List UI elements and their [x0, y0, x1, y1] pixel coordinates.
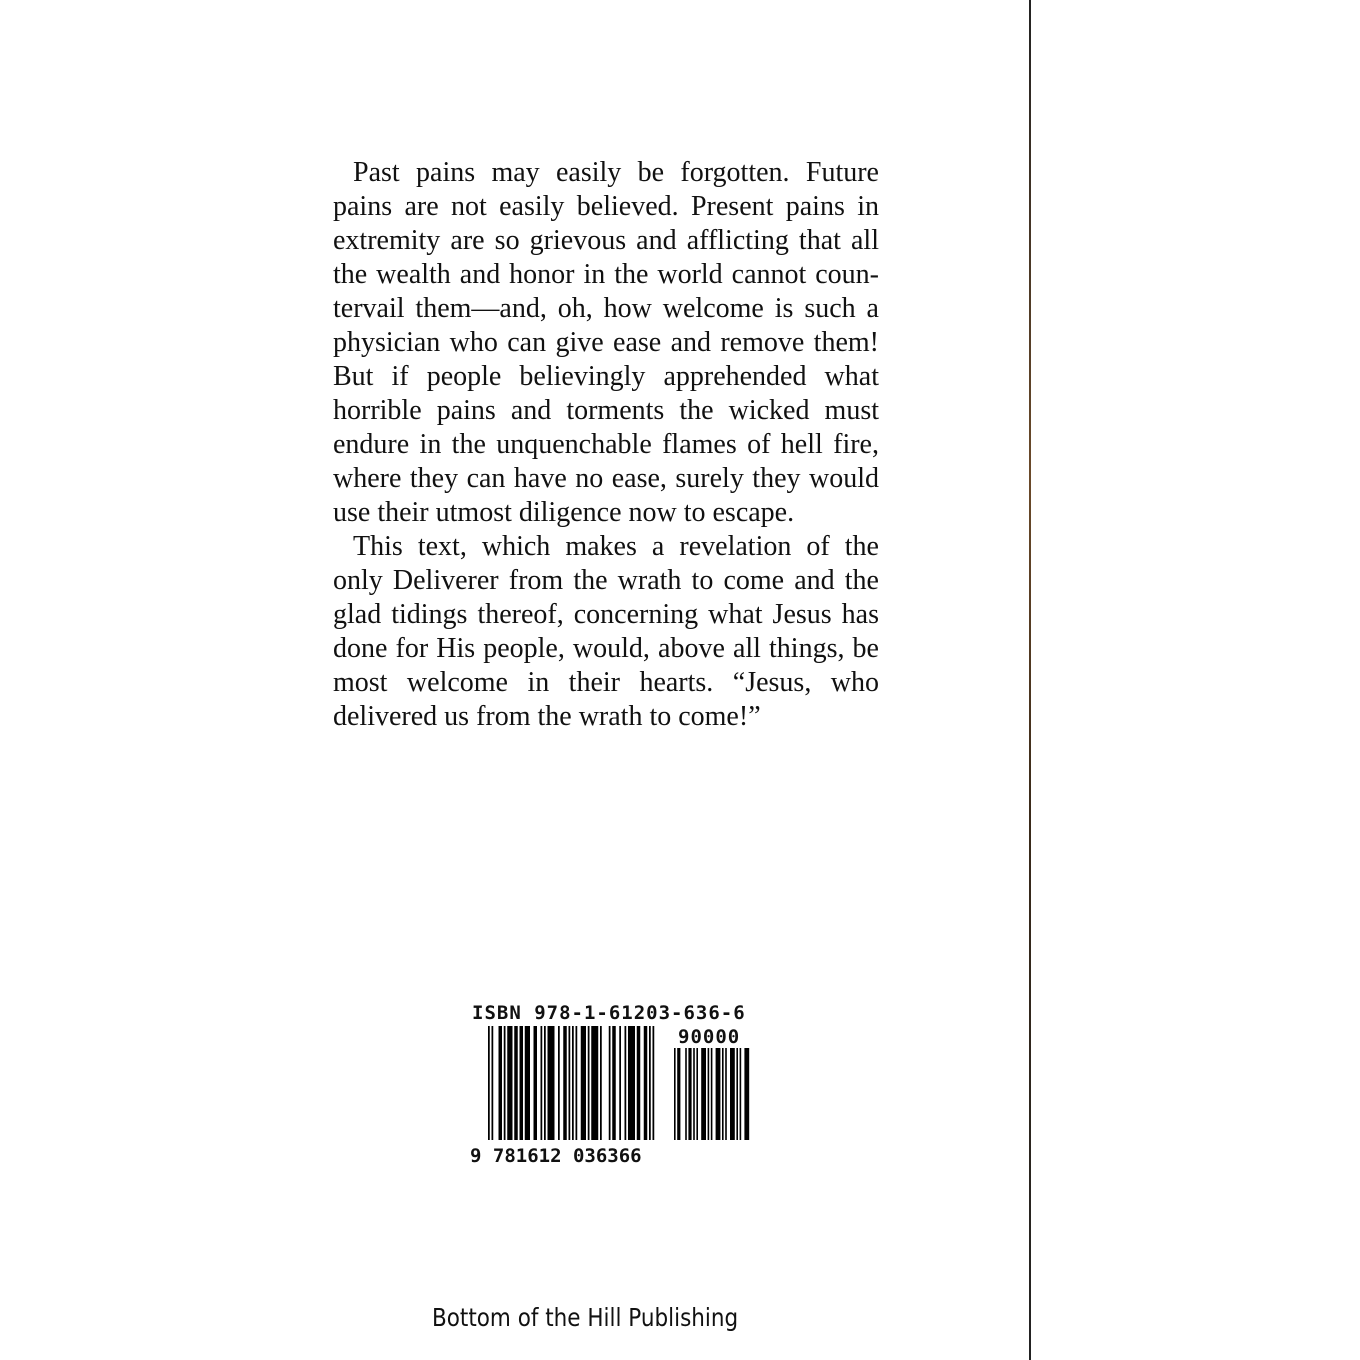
- barcode-stripe: [525, 1026, 530, 1140]
- barcode-stripe: [628, 1026, 635, 1140]
- barcode-stripe: [740, 1048, 742, 1140]
- blurb-paragraph-2: This text, which makes a revelation of the only Deliverer from the wrath to come and the glad tidings thereof, concerning what Jesus has done for His people, would, above all things, be most welcome in their hearts. “Jesus, who delivered us from the wrath to come!”: [333, 531, 879, 732]
- barcode-stripe: [507, 1026, 512, 1140]
- blurb-text: [333, 156, 879, 734]
- barcode-stripe: [649, 1026, 651, 1140]
- barcode-stripe: [625, 1026, 627, 1140]
- barcode-stripe: [708, 1048, 710, 1140]
- barcode-stripe: [572, 1026, 574, 1140]
- barcode-stripe: [677, 1048, 680, 1140]
- barcode-stripe: [619, 1026, 621, 1140]
- barcode-stripe: [609, 1026, 611, 1140]
- barcode-stripe: [612, 1026, 616, 1140]
- barcode-stripe: [569, 1026, 571, 1140]
- barcode-stripe: [644, 1026, 648, 1140]
- barcode-stripe: [534, 1026, 538, 1140]
- barcode-stripe: [600, 1026, 602, 1140]
- barcode-stripe: [581, 1026, 586, 1140]
- publisher-name: Bottom of the Hill Publishing: [432, 1303, 739, 1332]
- barcode-stripe: [744, 1048, 749, 1140]
- barcode-stripe: [653, 1026, 655, 1140]
- barcode-stripe: [492, 1026, 494, 1140]
- isbn-barcode: [470, 1002, 770, 1172]
- barcode-stripe: [736, 1048, 738, 1140]
- barcode-stripe: [688, 1048, 691, 1140]
- barcode-stripe: [685, 1048, 687, 1140]
- barcode-stripe: [504, 1026, 506, 1140]
- barcode-stripe: [588, 1026, 590, 1140]
- barcode-stripe: [520, 1026, 524, 1140]
- barcode-stripe: [541, 1026, 543, 1140]
- barcode-stripe: [725, 1048, 727, 1140]
- barcode-stripe: [548, 1026, 555, 1140]
- barcode-stripe: [544, 1026, 546, 1140]
- barcode-stripe: [674, 1048, 676, 1140]
- ean-digits: 9 781612 036366: [470, 1145, 642, 1167]
- barcode-stripe: [514, 1026, 518, 1140]
- barcode-stripe: [722, 1048, 724, 1140]
- barcode-stripe: [576, 1026, 578, 1140]
- barcode-stripe: [488, 1026, 490, 1140]
- right-margin: [1031, 0, 1360, 1360]
- barcode-stripe: [637, 1026, 641, 1140]
- isbn-label: ISBN 978-1-61203-636-6: [472, 1002, 746, 1024]
- barcode-stripe: [499, 1026, 503, 1140]
- barcode-addon-digits: 90000: [678, 1026, 741, 1048]
- barcode-stripe: [711, 1048, 713, 1140]
- barcode-stripe: [716, 1048, 721, 1140]
- barcode-stripe: [591, 1026, 598, 1140]
- barcode-stripe: [730, 1048, 735, 1140]
- blurb-paragraph-1: Past pains may easily be forgotten. Future pains are not easily believed. Present pains in extremity are so grievous and afflicting that all the wealth and honor in the world cannot countervail them—and, oh, how welcome is such a physician who can give ease and remove them! But if people believingly apprehended what horrible pains and torments the wicked must endure in the unquenchable flames of hell fire, where they can have no ease, surely they would use their utmost diligence now to escape.: [333, 157, 879, 528]
- barcode-stripe: [558, 1026, 560, 1140]
- barcode-icon: [470, 1026, 762, 1148]
- barcode-stripe: [696, 1048, 698, 1140]
- barcode-stripe: [693, 1048, 695, 1140]
- barcode-stripe: [563, 1026, 567, 1140]
- barcode-stripe: [701, 1048, 706, 1140]
